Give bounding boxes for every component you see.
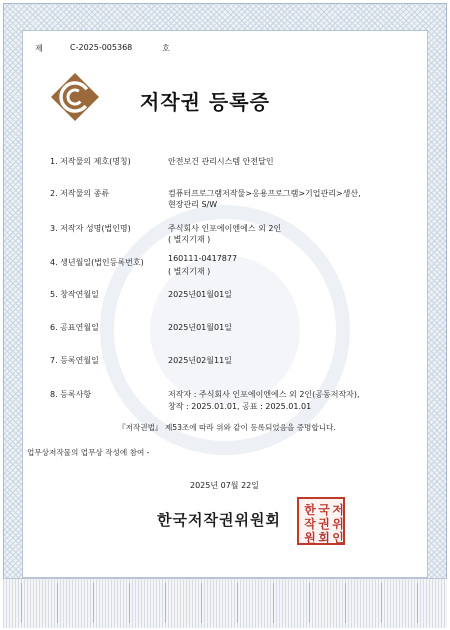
field-value-author-note: ( 별지기재 )	[168, 235, 211, 244]
seal-char: 위	[332, 517, 344, 531]
band-divider	[201, 583, 202, 623]
seal-char: 저	[332, 503, 344, 517]
seal-char: 권	[318, 517, 330, 531]
field-label-registration: 7. 등록연월일	[50, 356, 99, 365]
seal-char: 국	[318, 503, 330, 517]
field-label-details: 8. 등록사항	[50, 390, 92, 399]
band-divider	[237, 583, 238, 623]
security-pattern-band	[3, 578, 447, 628]
seal-char: 원	[304, 531, 316, 545]
issue-date: 2025년 07월 22일	[190, 481, 259, 490]
seal-char: 회	[318, 531, 330, 545]
band-divider	[417, 583, 418, 623]
band-divider	[93, 583, 94, 623]
field-value-publication: 2025년01월01일	[168, 323, 232, 332]
field-label-publication: 6. 공표연월일	[50, 323, 99, 332]
work-for-hire-note: 업무상저작물의 업무상 작성에 참여 -	[27, 448, 150, 457]
field-value-title: 안전보건 관리시스템 안전달인	[168, 157, 274, 166]
band-divider	[309, 583, 310, 623]
band-divider	[381, 583, 382, 623]
certification-statement: 『저작권법』 제53조에 따라 위와 같이 등록되었음을 증명합니다.	[118, 423, 336, 432]
band-divider	[165, 583, 166, 623]
field-label-author: 3. 저작자 성명(법인명)	[50, 224, 131, 233]
field-label-type: 2. 저작물의 종류	[50, 189, 110, 198]
field-value-birthdate: 160111-0417877	[168, 254, 238, 263]
band-divider	[21, 583, 22, 623]
field-value-details: 저작자 : 주식회사 인포에이엔에스 외 2인(공동저작자),	[168, 390, 360, 399]
band-divider	[273, 583, 274, 623]
field-label-title: 1. 저작물의 제호(명칭)	[50, 157, 131, 166]
page-title: 저작권 등록증	[140, 90, 270, 114]
field-value-author: 주식회사 인포에이엔에스 외 2인	[168, 224, 282, 233]
field-label-birthdate: 4. 생년월일(법인등록번호)	[50, 258, 144, 267]
seal-char: 한	[304, 503, 316, 517]
number-value: C-2025-005368	[70, 43, 133, 52]
field-value-registration: 2025년02월11일	[168, 356, 232, 365]
official-seal-icon	[297, 497, 345, 545]
number-suffix: 호	[162, 44, 170, 53]
field-value-creation: 2025년01월01일	[168, 290, 232, 299]
field-value-details-cont: 창작 : 2025.01.01, 공표 : 2025.01.01	[168, 402, 312, 411]
seal-char: 작	[304, 517, 316, 531]
field-value-type: 컴퓨터프로그램저작물>응용프로그램>기업관리>생산,	[168, 189, 361, 198]
number-prefix: 제	[35, 44, 43, 53]
band-divider	[129, 583, 130, 623]
field-value-type-cont: 현장관리 S/W	[168, 200, 218, 209]
seal-char: 인	[332, 531, 344, 545]
copyright-logo-icon	[50, 72, 100, 122]
issuing-organization: 한국저작권위원회	[157, 511, 281, 529]
field-value-birthdate-note: ( 별지기재 )	[168, 267, 211, 276]
band-divider	[57, 583, 58, 623]
field-label-creation: 5. 창작연월일	[50, 290, 99, 299]
band-divider	[345, 583, 346, 623]
